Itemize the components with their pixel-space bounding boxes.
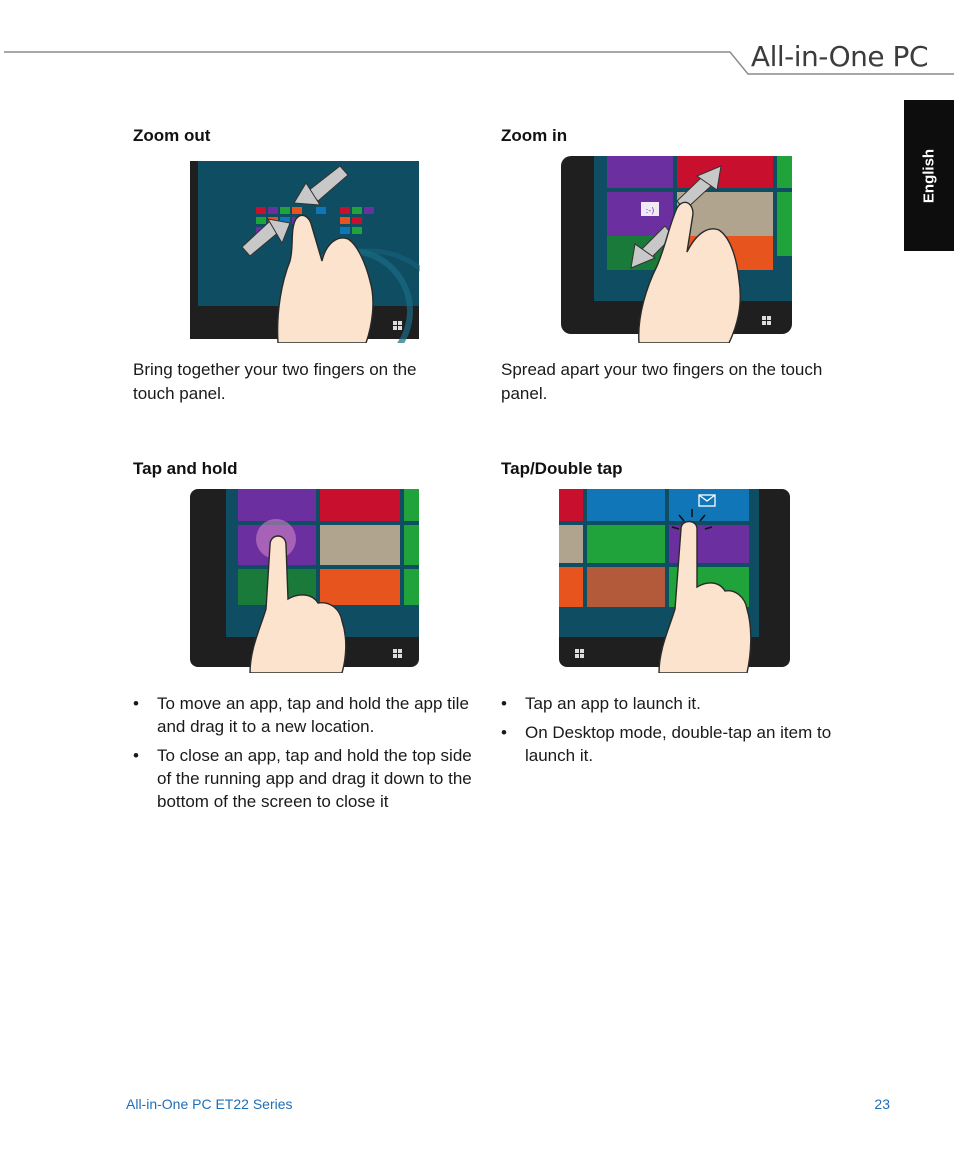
zoom-out-heading: Zoom out [133, 126, 211, 145]
tap-hold-bullet-2: • To close an app, tap and hold the top side of the running app and drag it down to the bottom of the screen to close it [133, 744, 478, 813]
tap-double-illustration [559, 489, 791, 673]
footer-product: All-in-One PC ET22 Series [126, 1096, 293, 1112]
tap-double-bullet-1: • Tap an app to launch it. [501, 692, 846, 715]
tap-hold-illustration [190, 489, 420, 673]
zoom-in-heading: Zoom in [501, 126, 568, 145]
language-tab [904, 100, 954, 251]
zoom-out-description: Bring together your two fingers on the touch panel. [133, 360, 417, 403]
page-number: 23 [874, 1096, 890, 1112]
zoom-in-description: Spread apart your two fingers on the touch panel. [501, 360, 823, 403]
tap-hold-heading: Tap and hold [133, 459, 238, 478]
tap-double-bullets [501, 692, 846, 773]
brand-logo: All-in-One PC [750, 40, 928, 73]
tap-hold-bullet-1: • To move an app, tap and hold the app tile and drag it to a new location. [133, 692, 478, 738]
tap-double-bullet-2: • On Desktop mode, double-tap an item to launch it. [501, 721, 846, 767]
zoom-out-illustration [190, 161, 420, 343]
tile-smiley: :-) [645, 206, 655, 215]
zoom-in-illustration [561, 156, 793, 343]
tap-hold-bullets [133, 692, 478, 819]
tap-double-heading: Tap/Double tap [501, 459, 623, 478]
language-tab-label: English [920, 148, 938, 203]
